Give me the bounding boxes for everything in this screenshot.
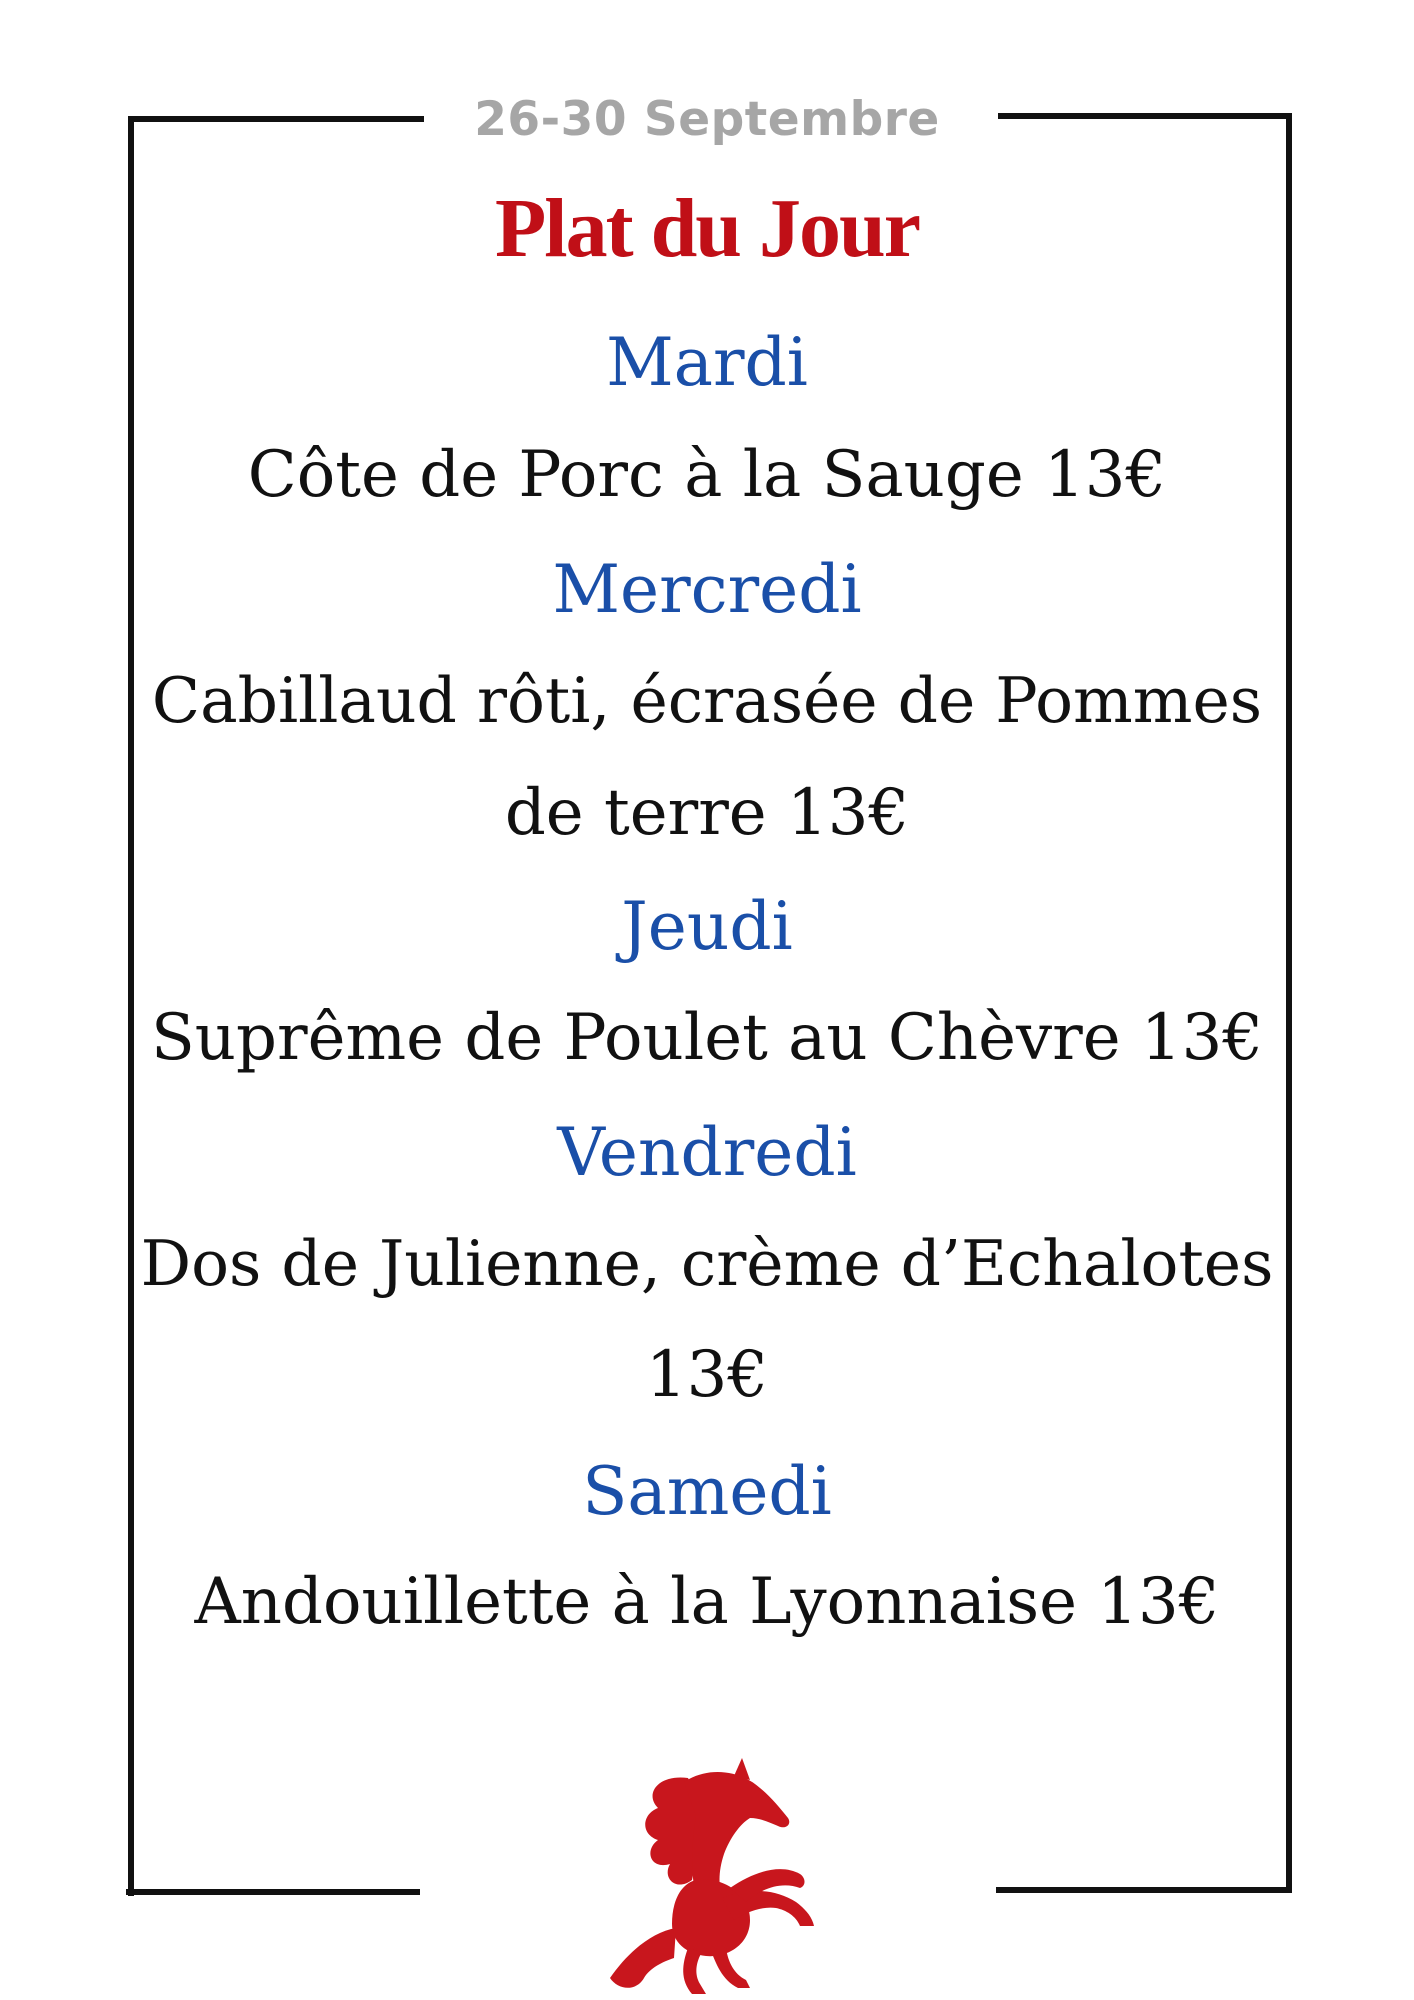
day-mercredi: Mercredi [552, 551, 862, 628]
frame-bottom-left [126, 1889, 420, 1895]
frame-right [1286, 113, 1292, 1893]
dish-vendredi-line-1: Dos de Julienne, crème d’Echalotes [140, 1227, 1274, 1300]
dish-vendredi-line-2: 13€ [645, 1338, 769, 1412]
dish-samedi: Andouillette à la Lyonnaise 13€ [194, 1565, 1220, 1639]
dish-mercredi-line-2: de terre 13€ [504, 776, 910, 850]
frame-bottom-right [996, 1887, 1292, 1893]
dish-mardi: Côte de Porc à la Sauge 13€ [247, 438, 1167, 512]
rearing-horse-icon [600, 1752, 840, 2000]
date-range: 26-30 Septembre [474, 92, 940, 147]
dish-jeudi: Suprême de Poulet au Chèvre 13€ [150, 1001, 1264, 1075]
page-title: Plat du Jour [494, 182, 920, 275]
day-mardi: Mardi [606, 324, 808, 401]
dish-mercredi-line-1: Cabillaud rôti, écrasée de Pommes [151, 664, 1263, 737]
day-vendredi: Vendredi [557, 1114, 857, 1191]
day-jeudi: Jeudi [621, 888, 793, 965]
day-samedi: Samedi [582, 1453, 832, 1530]
